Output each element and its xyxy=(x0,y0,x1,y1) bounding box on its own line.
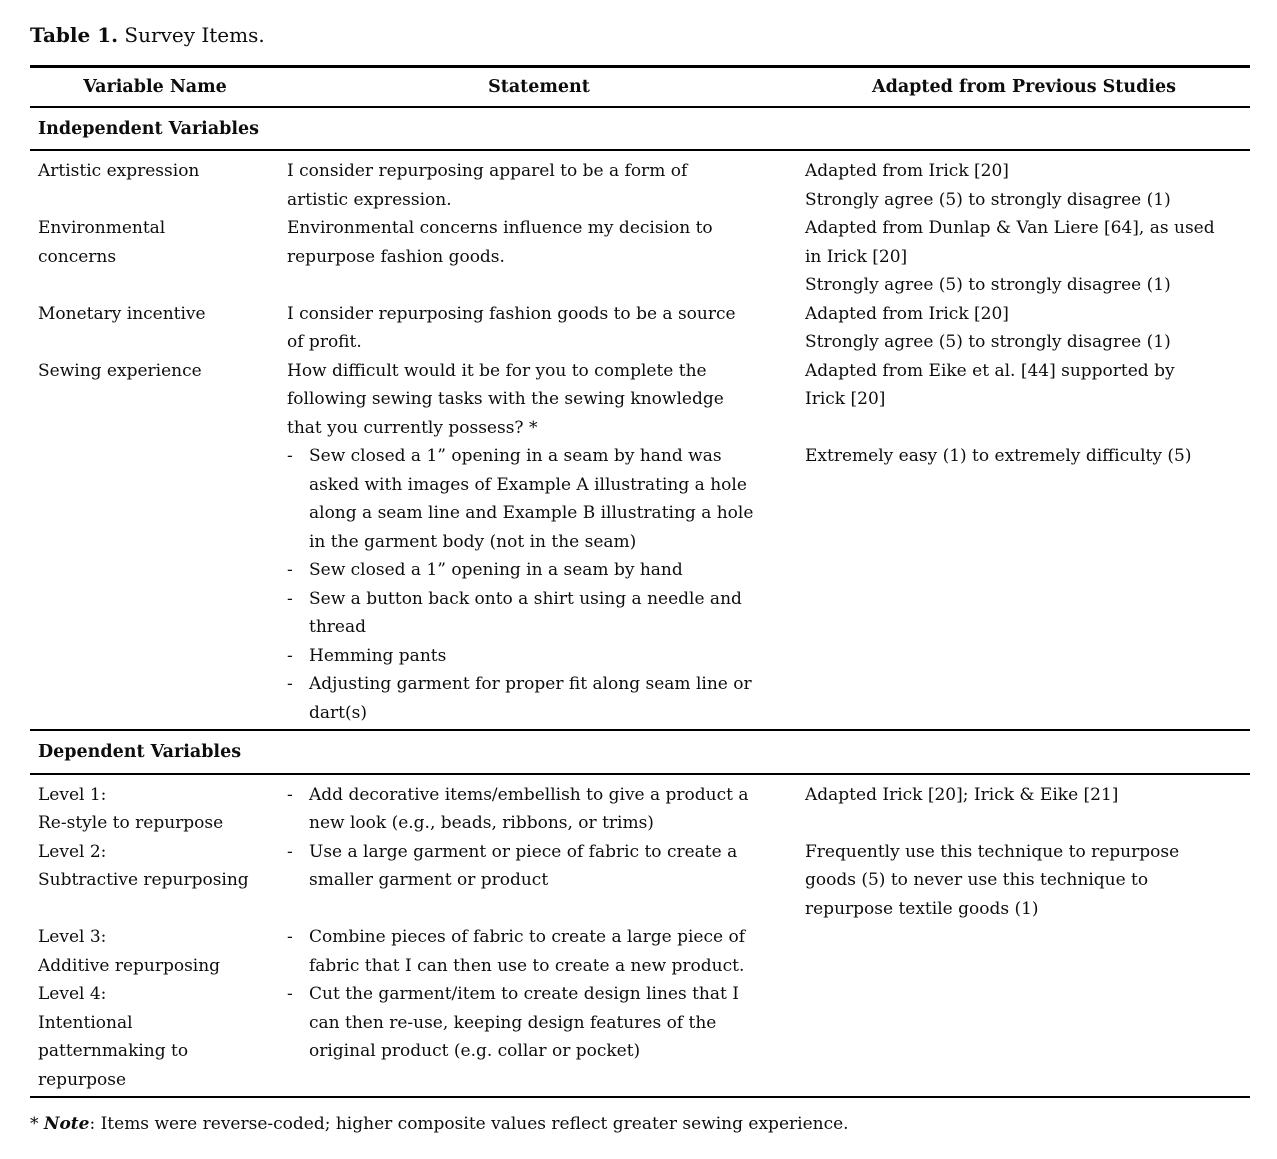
header-row xyxy=(30,67,1250,107)
adapted-line: Adapted from Irick [20] xyxy=(805,161,1009,181)
adapted-line: Irick [20] xyxy=(805,389,886,409)
bullet-dash-icon: - xyxy=(287,674,293,694)
bullet-text xyxy=(309,442,798,556)
statement-line: Add decorative items/embellish to give a product a xyxy=(309,784,749,805)
variable-line: concerns xyxy=(38,246,117,267)
adapted-line: Extremely easy (1) to extremely difficulty (5) xyxy=(805,446,1192,466)
bullet-item xyxy=(287,556,798,585)
statement-cell xyxy=(280,980,798,1097)
bullet-text xyxy=(309,781,798,838)
statement-line: new look (e.g., beads, ribbons, or trims) xyxy=(309,813,654,833)
statement-line: dart(s) xyxy=(309,702,367,723)
footnote-note-label: Note xyxy=(43,1114,90,1134)
bullet-dash-icon: - xyxy=(287,588,293,609)
bullet-item xyxy=(287,670,798,727)
statement-cell xyxy=(280,300,798,357)
variable-line: Additive repurposing xyxy=(38,955,221,976)
footnote-text: : Items were reverse-coded; higher composite values reflect greater sewing experience. xyxy=(89,1114,849,1134)
bullet-text xyxy=(309,670,798,727)
statement-line: of profit. xyxy=(287,332,362,352)
bullet-item xyxy=(287,442,798,556)
statement-line: original product (e.g. collar or pocket) xyxy=(309,1041,641,1061)
adapted-cell xyxy=(798,150,1250,214)
bullet-text xyxy=(309,642,798,671)
adapted-line: in Irick [20] xyxy=(805,246,908,267)
statement-line: How difficult would it be for you to complete the xyxy=(287,360,707,381)
adapted-line: Strongly agree (5) to strongly disagree (1) xyxy=(805,332,1171,352)
adapted-line: Frequently use this technique to repurpose xyxy=(805,841,1180,862)
variable-line: Level 3: xyxy=(38,927,107,947)
adapted-line: Adapted Irick [20]; Irick & Eike [21] xyxy=(805,784,1119,805)
variable-line: Subtractive repurposing xyxy=(38,870,249,890)
section-title: Dependent Variables xyxy=(30,730,1250,774)
bullet-text xyxy=(309,556,798,585)
variable-line: Sewing experience xyxy=(38,360,202,381)
variable-cell xyxy=(30,980,280,1097)
variable-cell xyxy=(30,923,280,980)
variable-line: Monetary incentive xyxy=(38,303,206,324)
statement-line: Sew a button back onto a shirt using a needle and xyxy=(309,588,742,609)
variable-line: Re-style to repurpose xyxy=(38,813,224,833)
statement-line: Environmental concerns influence my decision to xyxy=(287,218,713,238)
statement-line: Use a large garment or piece of fabric to create a xyxy=(309,841,738,862)
variable-cell xyxy=(30,300,280,357)
statement-line: thread xyxy=(309,617,366,637)
statement-line: I consider repurposing apparel to be a form of xyxy=(287,161,688,181)
statement-cell xyxy=(280,214,798,300)
variable-cell xyxy=(30,214,280,300)
bullet-dash-icon: - xyxy=(287,841,293,862)
statement-cell xyxy=(280,774,798,838)
statement-line: that you currently possess? * xyxy=(287,417,538,438)
statement-line: repurpose fashion goods. xyxy=(287,246,505,267)
statement-line: along a seam line and Example B illustrating a hole xyxy=(309,503,754,523)
adapted-cell xyxy=(798,838,1250,924)
variable-cell xyxy=(30,838,280,924)
variable-line: Level 2: xyxy=(38,841,107,862)
adapted-cell xyxy=(798,214,1250,300)
statement-cell xyxy=(280,923,798,980)
variable-cell xyxy=(30,357,280,731)
adapted-line: Strongly agree (5) to strongly disagree (1) xyxy=(805,275,1171,295)
bullet-item xyxy=(287,923,798,980)
adapted-cell xyxy=(798,980,1250,1097)
variable-line: Environmental xyxy=(38,218,166,238)
survey-items-table xyxy=(30,65,1250,1098)
bullet-dash-icon: - xyxy=(287,645,293,666)
table-row xyxy=(30,214,1250,300)
table-row xyxy=(30,357,1250,731)
variable-cell xyxy=(30,150,280,214)
col-header-variable-name: Variable Name xyxy=(30,67,280,107)
adapted-line: repurpose textile goods (1) xyxy=(805,898,1039,919)
table-row xyxy=(30,150,1250,214)
statement-line: artistic expression. xyxy=(287,189,452,210)
section-header-row xyxy=(30,730,1250,774)
footnote-asterisk: * xyxy=(30,1114,44,1134)
statement-line: Cut the garment/item to create design lines that I xyxy=(309,984,739,1004)
variable-line: Level 1: xyxy=(38,784,107,805)
adapted-cell xyxy=(798,774,1250,838)
variable-line: Artistic expression xyxy=(38,161,200,181)
table-body xyxy=(30,107,1250,1098)
bullet-dash-icon: - xyxy=(287,560,293,580)
table-title-text: Survey Items. xyxy=(118,23,265,47)
table-title-label: Table 1. xyxy=(30,23,119,47)
section-title: Independent Variables xyxy=(30,107,1250,151)
statement-line: Adjusting garment for proper fit along seam line or xyxy=(309,674,752,694)
table-row xyxy=(30,923,1250,980)
adapted-line: Strongly agree (5) to strongly disagree (1) xyxy=(805,189,1171,210)
statement-line: Sew closed a 1” opening in a seam by hand was xyxy=(309,446,722,466)
statement-line: Sew closed a 1” opening in a seam by hand xyxy=(309,560,683,580)
bullet-text xyxy=(309,585,798,642)
variable-line: Intentional xyxy=(38,1012,133,1033)
statement-line: can then re-use, keeping design features of the xyxy=(309,1012,717,1033)
bullet-dash-icon: - xyxy=(287,446,293,466)
bullet-dash-icon: - xyxy=(287,784,293,805)
col-header-statement: Statement xyxy=(280,67,798,107)
footnote xyxy=(30,1110,1250,1139)
variable-cell xyxy=(30,774,280,838)
statement-cell xyxy=(280,838,798,924)
adapted-cell xyxy=(798,923,1250,980)
bullet-item xyxy=(287,642,798,671)
bullet-dash-icon: - xyxy=(287,927,293,947)
variable-line: patternmaking to xyxy=(38,1041,189,1061)
adapted-line xyxy=(805,414,1244,443)
statement-line: I consider repurposing fashion goods to be a source xyxy=(287,303,736,324)
bullet-text xyxy=(309,838,798,895)
bullet-item xyxy=(287,838,798,895)
adapted-line: Adapted from Irick [20] xyxy=(805,303,1009,324)
statement-line: fabric that I can then use to create a new product. xyxy=(309,955,745,976)
bullet-item xyxy=(287,781,798,838)
statement-line: in the garment body (not in the seam) xyxy=(309,531,637,552)
adapted-cell xyxy=(798,300,1250,357)
table-title xyxy=(30,20,1250,50)
table-row xyxy=(30,980,1250,1097)
statement-cell xyxy=(280,357,798,731)
table-row xyxy=(30,300,1250,357)
table-row xyxy=(30,838,1250,924)
bullet-text xyxy=(309,923,798,980)
statement-line: Hemming pants xyxy=(309,645,447,666)
table-row xyxy=(30,774,1250,838)
adapted-line: goods (5) to never use this technique to xyxy=(805,870,1149,890)
adapted-line: Adapted from Dunlap & Van Liere [64], as used xyxy=(805,218,1215,238)
variable-line: Level 4: xyxy=(38,984,107,1004)
statement-line: smaller garment or product xyxy=(309,870,549,890)
statement-line: following sewing tasks with the sewing knowledge xyxy=(287,389,724,409)
variable-line: repurpose xyxy=(38,1069,127,1090)
bullet-text xyxy=(309,980,798,1066)
bullet-dash-icon: - xyxy=(287,984,293,1004)
section-header-row xyxy=(30,107,1250,151)
bullet-item xyxy=(287,980,798,1066)
adapted-cell xyxy=(798,357,1250,731)
adapted-line: Adapted from Eike et al. [44] supported by xyxy=(805,360,1175,381)
statement-line: asked with images of Example A illustrating a hole xyxy=(309,474,747,495)
statement-line: Combine pieces of fabric to create a large piece of xyxy=(309,927,745,947)
col-header-adapted-from-previous-studies: Adapted from Previous Studies xyxy=(798,67,1250,107)
statement-cell xyxy=(280,150,798,214)
bullet-item xyxy=(287,585,798,642)
